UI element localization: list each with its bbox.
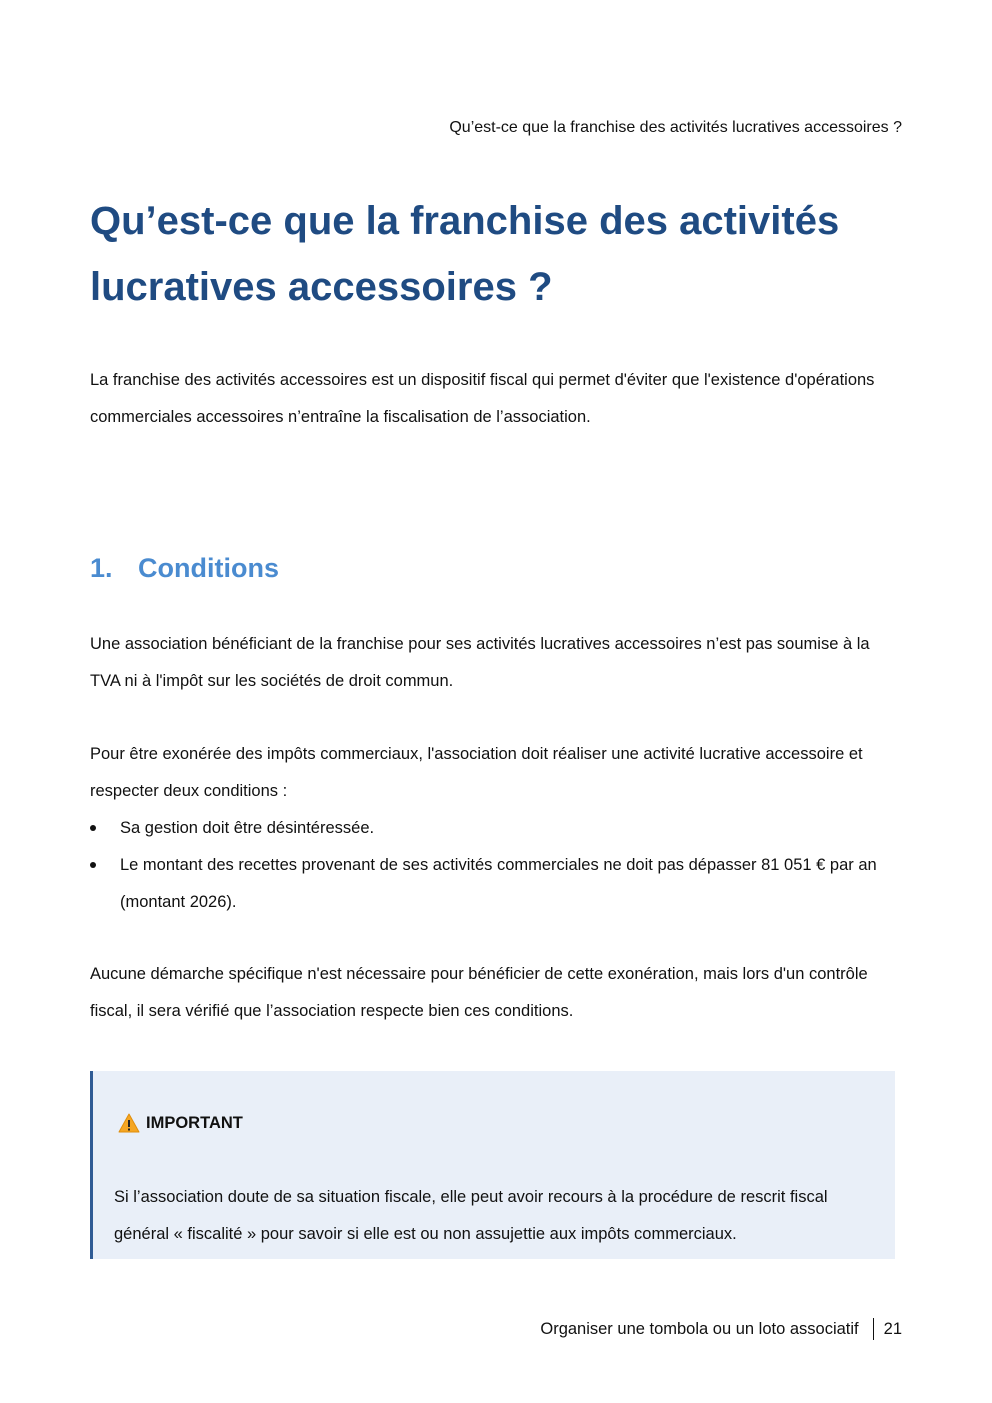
- section-number: 1.: [90, 553, 113, 583]
- footer-document-title: Organiser une tombola ou un loto associatif: [540, 1319, 859, 1338]
- list-item-text: Le montant des recettes provenant de ses activités commerciales ne doit pas dépasser 81 051 € par an (montant 2026).: [120, 856, 877, 911]
- callout-title: IMPORTANT: [146, 1113, 243, 1132]
- callout-header: [118, 1113, 243, 1133]
- list-item-text: Sa gestion doit être désintéressée.: [120, 819, 375, 837]
- page-footer: [540, 1318, 902, 1340]
- footer-divider: [873, 1318, 874, 1340]
- list-item: [90, 810, 900, 847]
- page-number: 21: [883, 1319, 902, 1338]
- paragraph-tax-control: Aucune démarche spécifique n'est nécessaire pour bénéficier de cette exonération, mais lors d'un contrôle fiscal, il sera vérifié que l’association respecte bien ces conditions.: [90, 965, 868, 1020]
- conditions-list: [90, 810, 900, 921]
- callout-text: Si l’association doute de sa situation fiscale, elle peut avoir recours à la procédure de rescrit fiscal général « fiscalité » pour savoir si elle est ou non assujettie aux impôts commerciaux.: [114, 1188, 828, 1243]
- important-callout: [90, 1071, 895, 1259]
- bullet-icon: [90, 825, 96, 831]
- list-item: [90, 847, 900, 921]
- section-heading: [90, 553, 279, 584]
- running-header: Qu’est-ce que la franchise des activités lucratives accessoires ?: [449, 119, 902, 136]
- section-title: Conditions: [138, 553, 279, 583]
- bullet-icon: [90, 862, 96, 868]
- warning-icon: [118, 1113, 140, 1133]
- paragraph-tax-exemption: Une association bénéficiant de la franchise pour ses activités lucratives accessoires n’est pas soumise à la TVA ni à l'impôt sur les sociétés de droit commun.: [90, 635, 870, 690]
- paragraph-conditions-intro: Pour être exonérée des impôts commerciaux, l'association doit réaliser une activité lucrative accessoire et respecter deux conditions :: [90, 745, 863, 800]
- page-title: Qu’est-ce que la franchise des activités lucratives accessoires ?: [90, 199, 840, 309]
- intro-paragraph: La franchise des activités accessoires est un dispositif fiscal qui permet d'éviter que l'existence d'opérations commerciales accessoires n’entraîne la fiscalisation de l’association.: [90, 371, 875, 426]
